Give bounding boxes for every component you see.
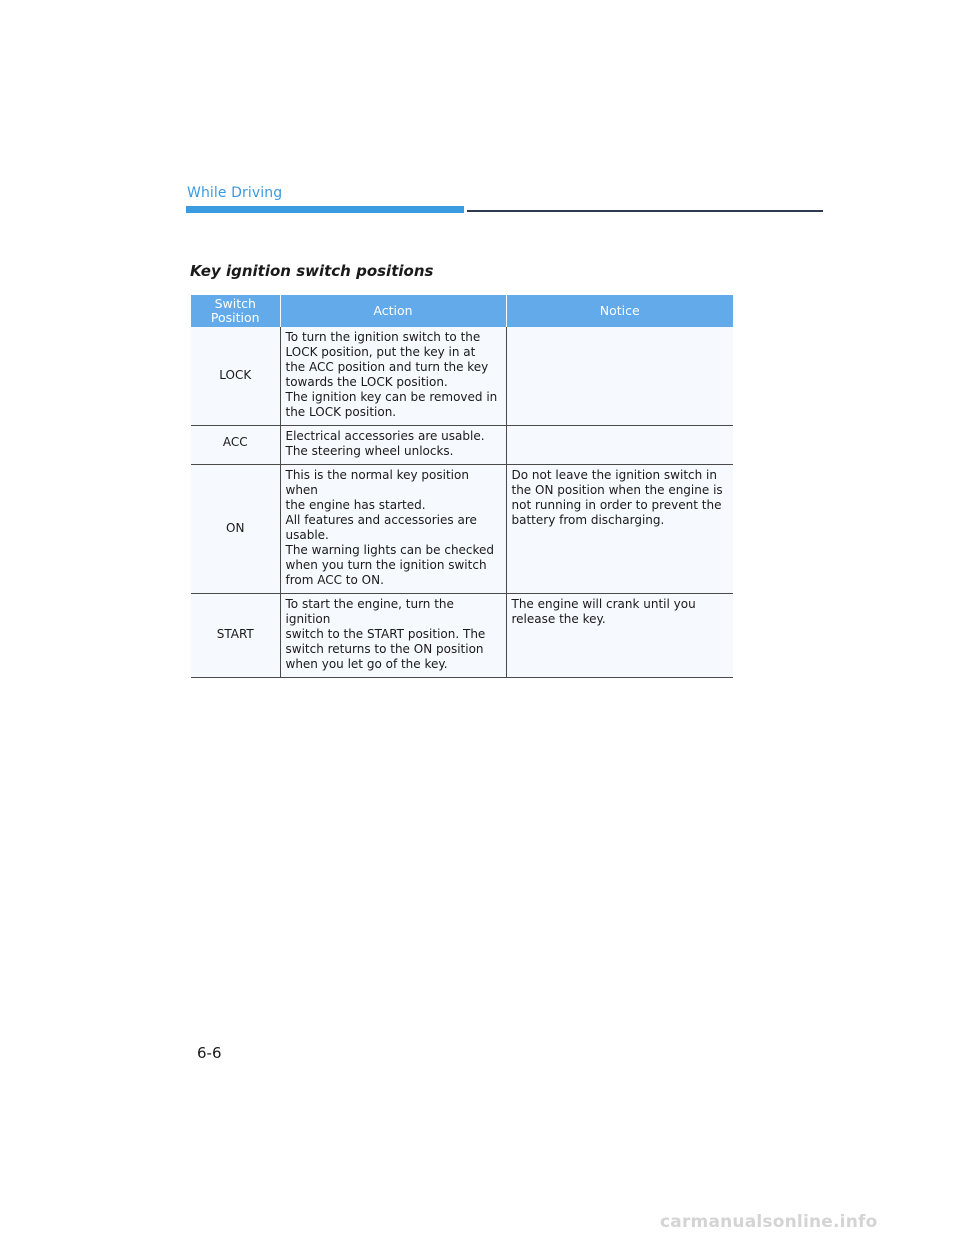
action-cell: To start the engine, turn the ignition switch to the START position. The switch returns to the ON position when you let go of the key.: [280, 594, 506, 678]
notice-cell: Do not leave the ignition switch in the ON position when the engine is not running in order to prevent the battery from discharging.: [506, 465, 733, 594]
column-header-action: Action: [280, 295, 506, 327]
column-header-switch-position: Switch Position: [191, 295, 280, 327]
page-number: 6-6: [197, 1044, 222, 1062]
action-cell: Electrical accessories are usable. The steering wheel unlocks.: [280, 426, 506, 465]
table-row: [191, 426, 733, 465]
action-cell: This is the normal key position when the engine has started. All features and accessories are usable. The warning lights can be checked when you turn the ignition switch from ACC to ON.: [280, 465, 506, 594]
table-row: [191, 327, 733, 426]
switch-position-cell: ON: [191, 465, 280, 594]
column-header-notice: Notice: [506, 295, 733, 327]
notice-cell: The engine will crank until you release the key.: [506, 594, 733, 678]
table-row: [191, 465, 733, 594]
switch-position-cell: LOCK: [191, 327, 280, 426]
header-divider-line: [467, 210, 823, 212]
watermark: carmanualsonline.info: [660, 1212, 878, 1232]
action-cell: To turn the ignition switch to the LOCK position, put the key in at the ACC position and turn the key towards the LOCK position. The ignition key can be removed in the LOCK position.: [280, 327, 506, 426]
header-accent-bar: [186, 206, 464, 213]
ignition-positions-table: [191, 295, 733, 678]
table-header-row: [191, 295, 733, 327]
switch-position-cell: ACC: [191, 426, 280, 465]
table-row: [191, 594, 733, 678]
page-title: Key ignition switch positions: [190, 262, 434, 280]
switch-position-cell: START: [191, 594, 280, 678]
section-header: While Driving: [187, 185, 283, 201]
notice-cell: [506, 327, 733, 426]
notice-cell: [506, 426, 733, 465]
